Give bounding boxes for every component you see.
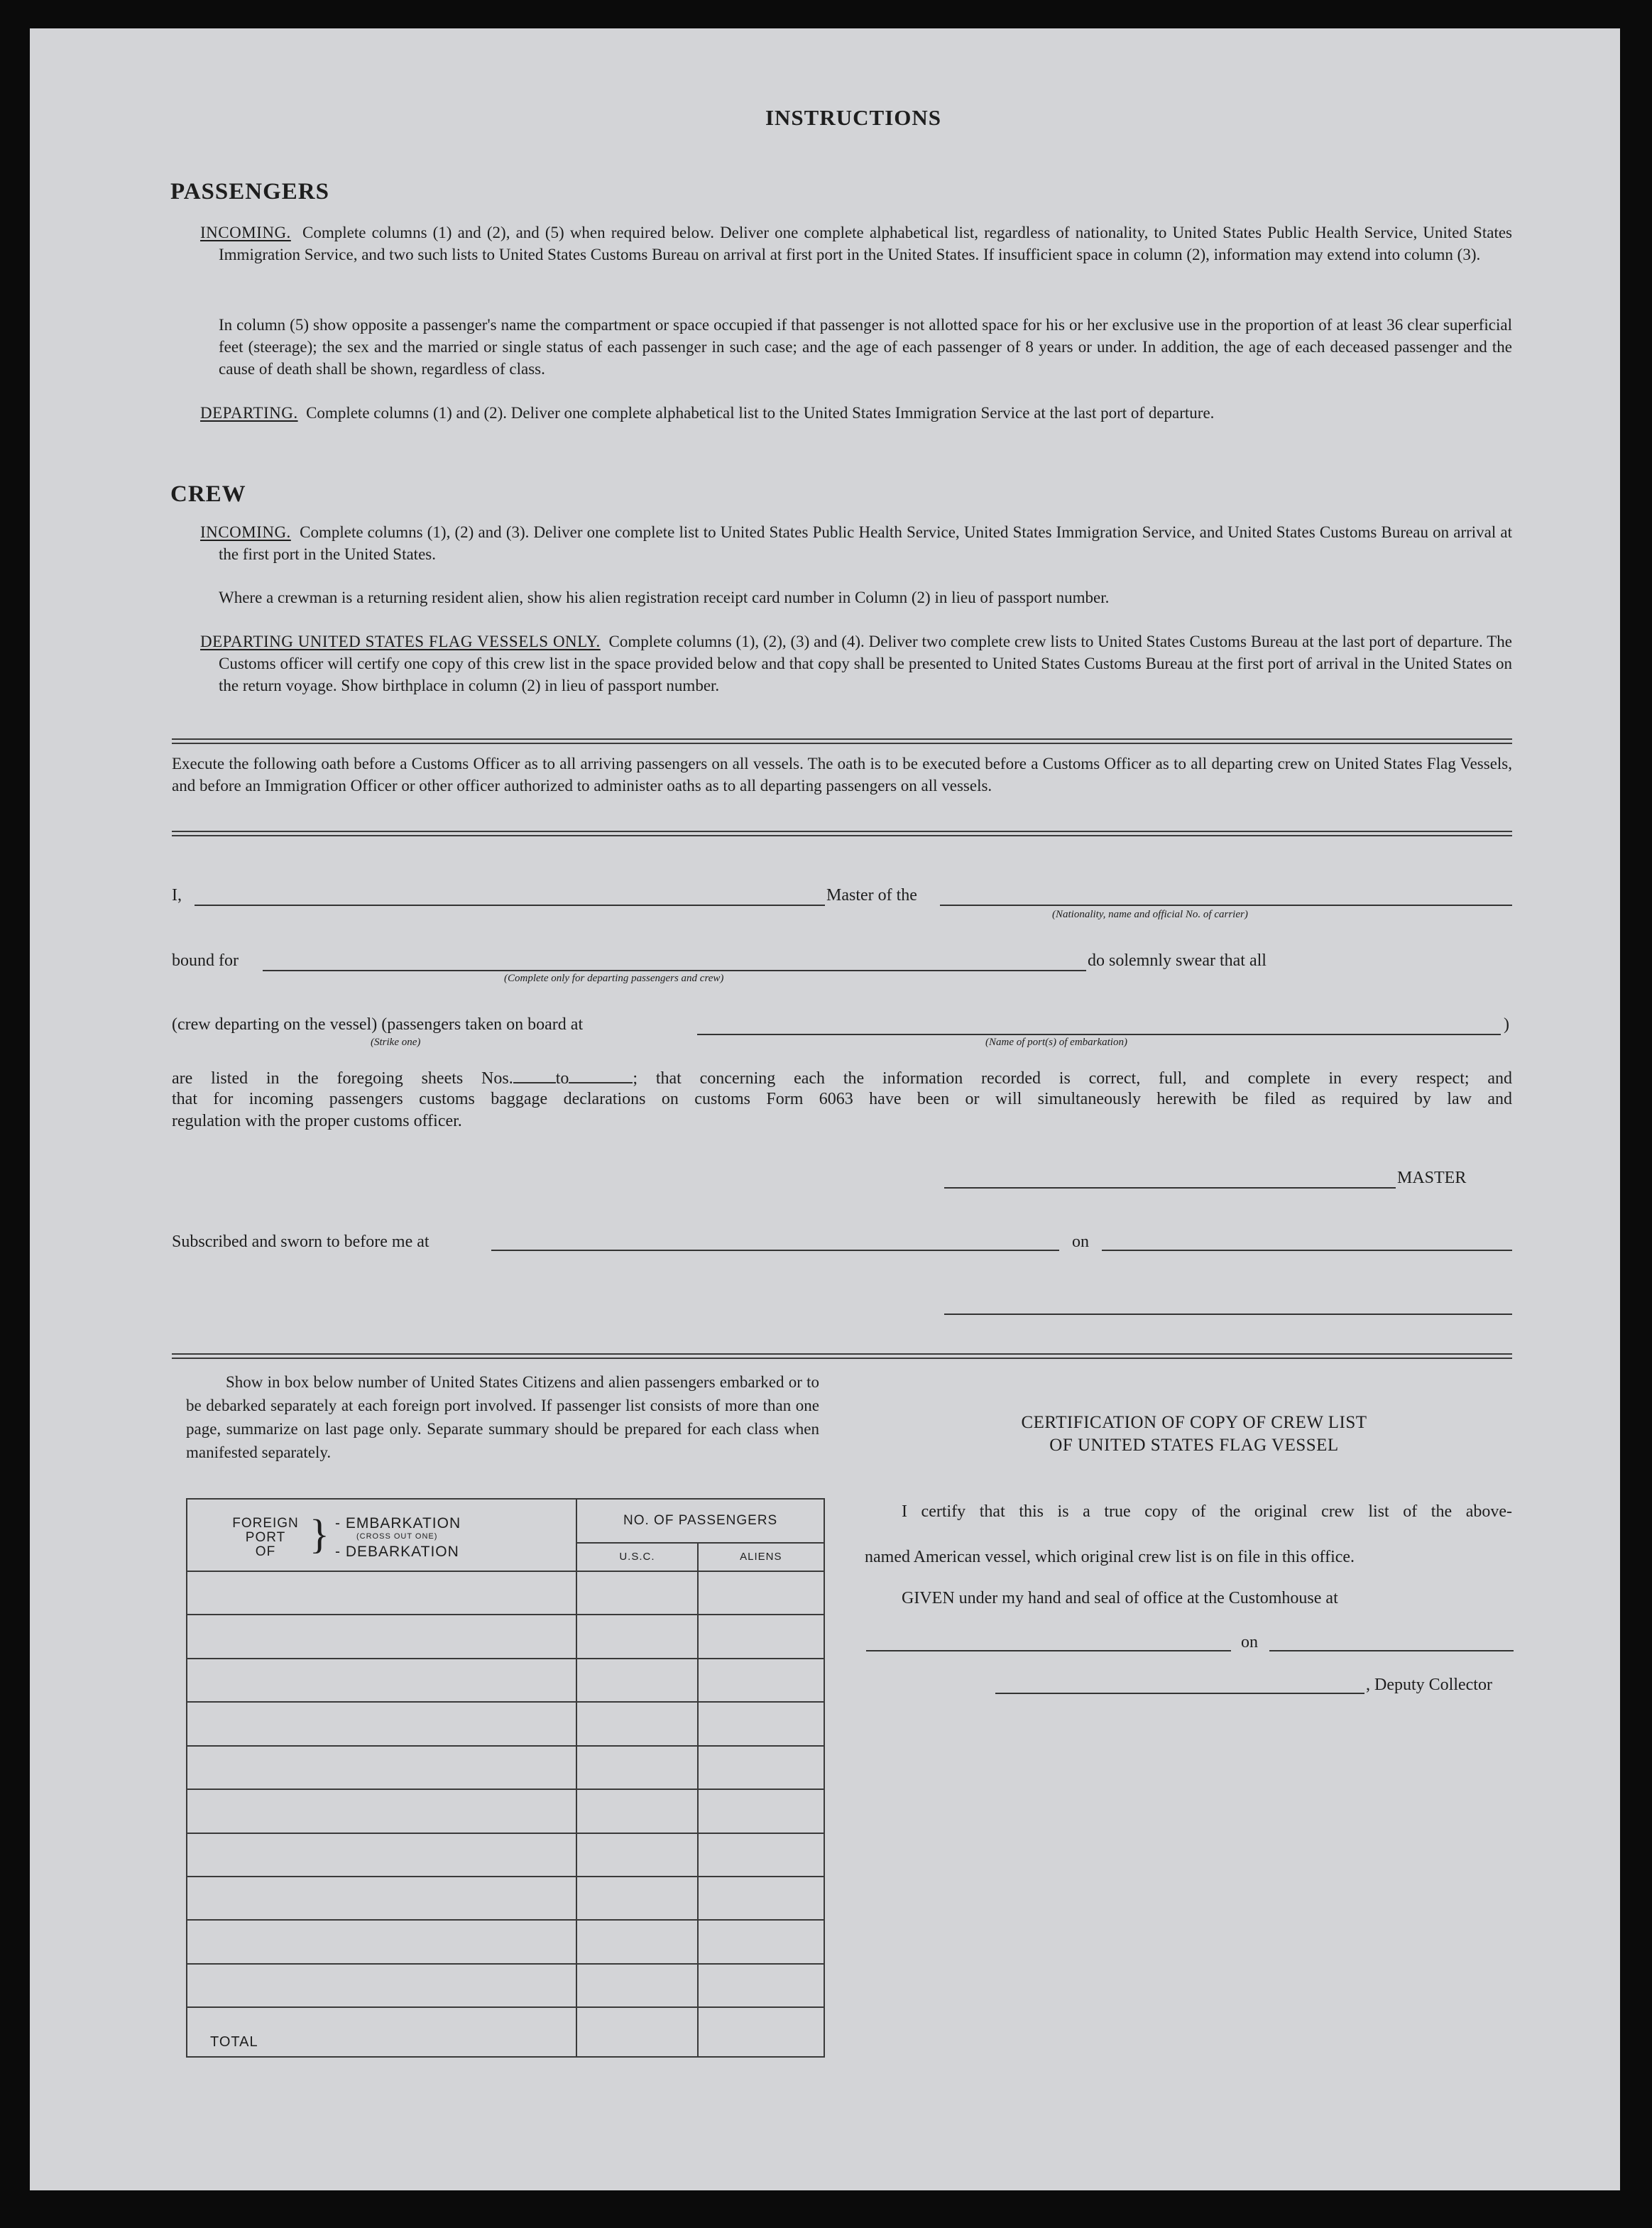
master-signature-field[interactable] [944, 1187, 1396, 1189]
embark-caption: (Name of port(s) of embarkation) [985, 1037, 1127, 1048]
usc-cell[interactable] [576, 1702, 697, 1745]
summary-instructions: Show in box below number of United States Citizens and alien passengers embarked or to be debarked separately at each foreign port involved. If passenger list consists of more than one page, summarize on last page only. Separate summary should be prepared for each class when manifested separately. [186, 1373, 819, 1461]
solemnly-swear-text: do solemnly swear that all [1088, 951, 1267, 970]
sheet-from-field[interactable] [513, 1068, 556, 1083]
foreign-word: FOREIGN [232, 1516, 299, 1531]
table-row [187, 1877, 824, 1920]
aliens-cell[interactable] [698, 1659, 824, 1702]
section-divider [172, 1353, 1512, 1359]
foreign-port-of [230, 1517, 301, 1559]
aliens-header: ALIENS [698, 1543, 824, 1571]
certification-date-field[interactable] [1269, 1650, 1514, 1651]
usc-header: U.S.C. [576, 1543, 697, 1571]
passengers-departing-paragraph [200, 402, 1512, 424]
certification-on-label: on [1241, 1633, 1258, 1651]
passengers-incoming-label: INCOMING. [200, 224, 291, 241]
crew-resident-paragraph: Where a crewman is a returning resident alien, show his alien registration receipt card number in Column (2) in lieu of passport number. [219, 589, 1110, 606]
subscribed-date-field[interactable] [1102, 1250, 1512, 1251]
certify-line-2: named American vessel, which original crew list is on file in this office. [865, 1548, 1355, 1566]
brace-icon: } [310, 1511, 329, 1557]
subscribed-place-field[interactable] [491, 1250, 1059, 1251]
cross-out-label: (CROSS OUT ONE) [356, 1532, 438, 1541]
passengers-incoming-paragraph [200, 222, 1512, 266]
crew-incoming-label: INCOMING. [200, 523, 291, 541]
aliens-cell[interactable] [698, 1571, 824, 1615]
total-usc-cell[interactable] [576, 2007, 697, 2057]
crew-departing-paragraph [200, 630, 1513, 697]
embarkation-field[interactable] [697, 1034, 1501, 1035]
crew-incoming-text: Complete columns (1), (2) and (3). Deliver one complete list to United States Public Health Service, United States Immigration Service, and United States Customs Bureau on arrival at the first port in the United States. [219, 523, 1512, 563]
crew-departing-text: (crew departing on the vessel) (passengers taken on board at [172, 1015, 584, 1034]
certification-title-line-1: CERTIFICATION OF COPY OF CREW LIST [1021, 1413, 1367, 1432]
oath-instructions: Execute the following oath before a Customs Officer as to all arriving passengers on all vessels. The oath is to be executed before a Customs Officer as to all departing crew on United States Flag Vessels, and before an Immigration Officer or other officer authorized to administer oaths as to all departing passengers on all vessels. [172, 755, 1512, 794]
usc-cell[interactable] [576, 1789, 697, 1833]
form-page [30, 28, 1620, 2190]
passengers-departing-text: Complete columns (1) and (2). Deliver one complete alphabetical list to the United States Immigration Service at the last port of departure. [306, 404, 1215, 422]
deputy-collector-label: , Deputy Collector [1366, 1676, 1492, 1694]
certification-title [882, 1411, 1506, 1457]
no-of-passengers-header: NO. OF PASSENGERS [576, 1499, 824, 1543]
table-row [187, 1659, 824, 1702]
usc-cell[interactable] [576, 1964, 697, 2007]
of-word: OF [255, 1544, 276, 1559]
crew-departing-label: DEPARTING UNITED STATES FLAG VESSELS ONLY. [200, 633, 601, 650]
oath-i-label: I, [172, 886, 182, 905]
crew-heading: CREW [170, 481, 246, 507]
passengers-departing-label: DEPARTING. [200, 404, 298, 422]
listed-line-2: that for incoming passengers customs baggage declarations on customs Form 6063 have been or will simultaneously herewith be filed as required by law and [172, 1090, 1512, 1108]
debarkation-label[interactable]: - DEBARKATION [335, 1544, 459, 1560]
usc-cell[interactable] [576, 1615, 697, 1658]
total-row [187, 2007, 824, 2057]
table-row [187, 1746, 824, 1789]
usc-cell[interactable] [576, 1920, 697, 1963]
passengers-heading: PASSENGERS [170, 179, 329, 204]
listed-line-1 [172, 1068, 1512, 1090]
nationality-caption: (Nationality, name and official No. of carrier) [1052, 909, 1248, 920]
port-cell[interactable] [187, 1615, 576, 1658]
port-cell[interactable] [187, 1746, 576, 1789]
usc-cell[interactable] [576, 1571, 697, 1615]
to-label: to [555, 1069, 569, 1088]
port-cell[interactable] [187, 1920, 576, 1963]
aliens-cell[interactable] [698, 1702, 824, 1745]
sheet-to-field[interactable] [569, 1068, 633, 1083]
crew-incoming-paragraph [200, 521, 1512, 565]
section-divider [172, 831, 1512, 836]
certification-title-line-2: OF UNITED STATES FLAG VESSEL [1049, 1436, 1339, 1455]
page-title: INSTRUCTIONS [765, 105, 941, 130]
subscribed-label: Subscribed and sworn to before me at [172, 1233, 430, 1251]
port-cell[interactable] [187, 1571, 576, 1615]
listed-text-2: ; that concerning each the information recorded is correct, full, and complete in every respect; and [633, 1069, 1512, 1088]
table-row [187, 1964, 824, 2007]
usc-cell[interactable] [576, 1659, 697, 1702]
master-name-field[interactable] [195, 905, 825, 906]
deputy-signature-field[interactable] [995, 1693, 1364, 1694]
port-cell[interactable] [187, 1789, 576, 1833]
table-row [187, 1789, 824, 1833]
certify-line-1: I certify that this is a true copy of the original crew list of the above- [902, 1502, 1512, 1521]
customhouse-field[interactable] [866, 1650, 1231, 1651]
usc-cell[interactable] [576, 1833, 697, 1877]
port-cell[interactable] [187, 1659, 576, 1702]
port-cell[interactable] [187, 1833, 576, 1877]
port-word: PORT [245, 1530, 286, 1545]
master-of-the-label: Master of the [826, 886, 917, 905]
bound-for-caption: (Complete only for departing passengers and crew) [504, 973, 724, 984]
aliens-cell[interactable] [698, 1615, 824, 1658]
passenger-summary-table [186, 1498, 825, 2058]
section-divider [172, 738, 1512, 744]
embarkation-label[interactable]: - EMBARKATION [335, 1515, 461, 1531]
port-cell[interactable] [187, 1702, 576, 1745]
given-line: GIVEN under my hand and seal of office at the Customhouse at [902, 1589, 1338, 1607]
aliens-cell[interactable] [698, 1833, 824, 1877]
total-label: TOTAL [187, 2007, 576, 2057]
table-row [187, 1615, 824, 1658]
master-label: MASTER [1397, 1169, 1467, 1187]
bound-for-field[interactable] [263, 970, 1086, 971]
table-row [187, 1702, 824, 1745]
usc-cell[interactable] [576, 1877, 697, 1920]
close-paren: ) [1504, 1015, 1509, 1034]
aliens-cell[interactable] [698, 1746, 824, 1789]
crew-departing-text: Complete columns (1), (2), (3) and (4). Deliver two complete crew lists to United States Customs Bureau at the last port of departure. The Customs officer will certify one copy of this crew list in the space provided below and that copy shall be presented to United States Customs Bureau at the first port of arrival in the United States on the return voyage. Show birthplace in column (2) in lieu of passport number. [219, 633, 1513, 694]
strike-caption: (Strike one) [371, 1037, 421, 1048]
passengers-incoming-text: Complete columns (1) and (2), and (5) when required below. Deliver one complete alphabetical list, regardless of nationality, to United States Public Health Service, United States Immigration Service, and two such lists to United States Customs Bureau on arrival at first port in the United States. If insufficient space in column (2), information may extend into column (3). [219, 224, 1512, 263]
listed-text-1: are listed in the foregoing sheets Nos. [172, 1069, 513, 1088]
listed-line-3: regulation with the proper customs officer. [172, 1112, 462, 1130]
aliens-cell[interactable] [698, 1877, 824, 1920]
port-header-cell [187, 1499, 576, 1571]
table-row [187, 1833, 824, 1877]
aliens-cell[interactable] [698, 1920, 824, 1963]
table-row [187, 1920, 824, 1963]
aliens-cell[interactable] [698, 1789, 824, 1833]
usc-cell[interactable] [576, 1746, 697, 1789]
bound-for-label: bound for [172, 951, 239, 970]
table-row [187, 1571, 824, 1615]
carrier-field[interactable] [940, 905, 1512, 906]
passengers-column5-paragraph: In column (5) show opposite a passenger's name the compartment or space occupied if that passenger is not allotted space for his or her exclusive use in the proportion of at least 36 clear superficial feet (steerage); the sex and the married or single status of each passenger in such case; and the age of each passenger of 8 years or under. In addition, the age of each deceased passenger and the cause of death shall be shown, regardless of class. [219, 316, 1512, 378]
subscribed-on-label: on [1072, 1233, 1089, 1251]
total-aliens-cell[interactable] [698, 2007, 824, 2057]
port-cell[interactable] [187, 1877, 576, 1920]
port-cell[interactable] [187, 1964, 576, 2007]
aliens-cell[interactable] [698, 1964, 824, 2007]
officer-signature-field[interactable] [944, 1314, 1512, 1315]
